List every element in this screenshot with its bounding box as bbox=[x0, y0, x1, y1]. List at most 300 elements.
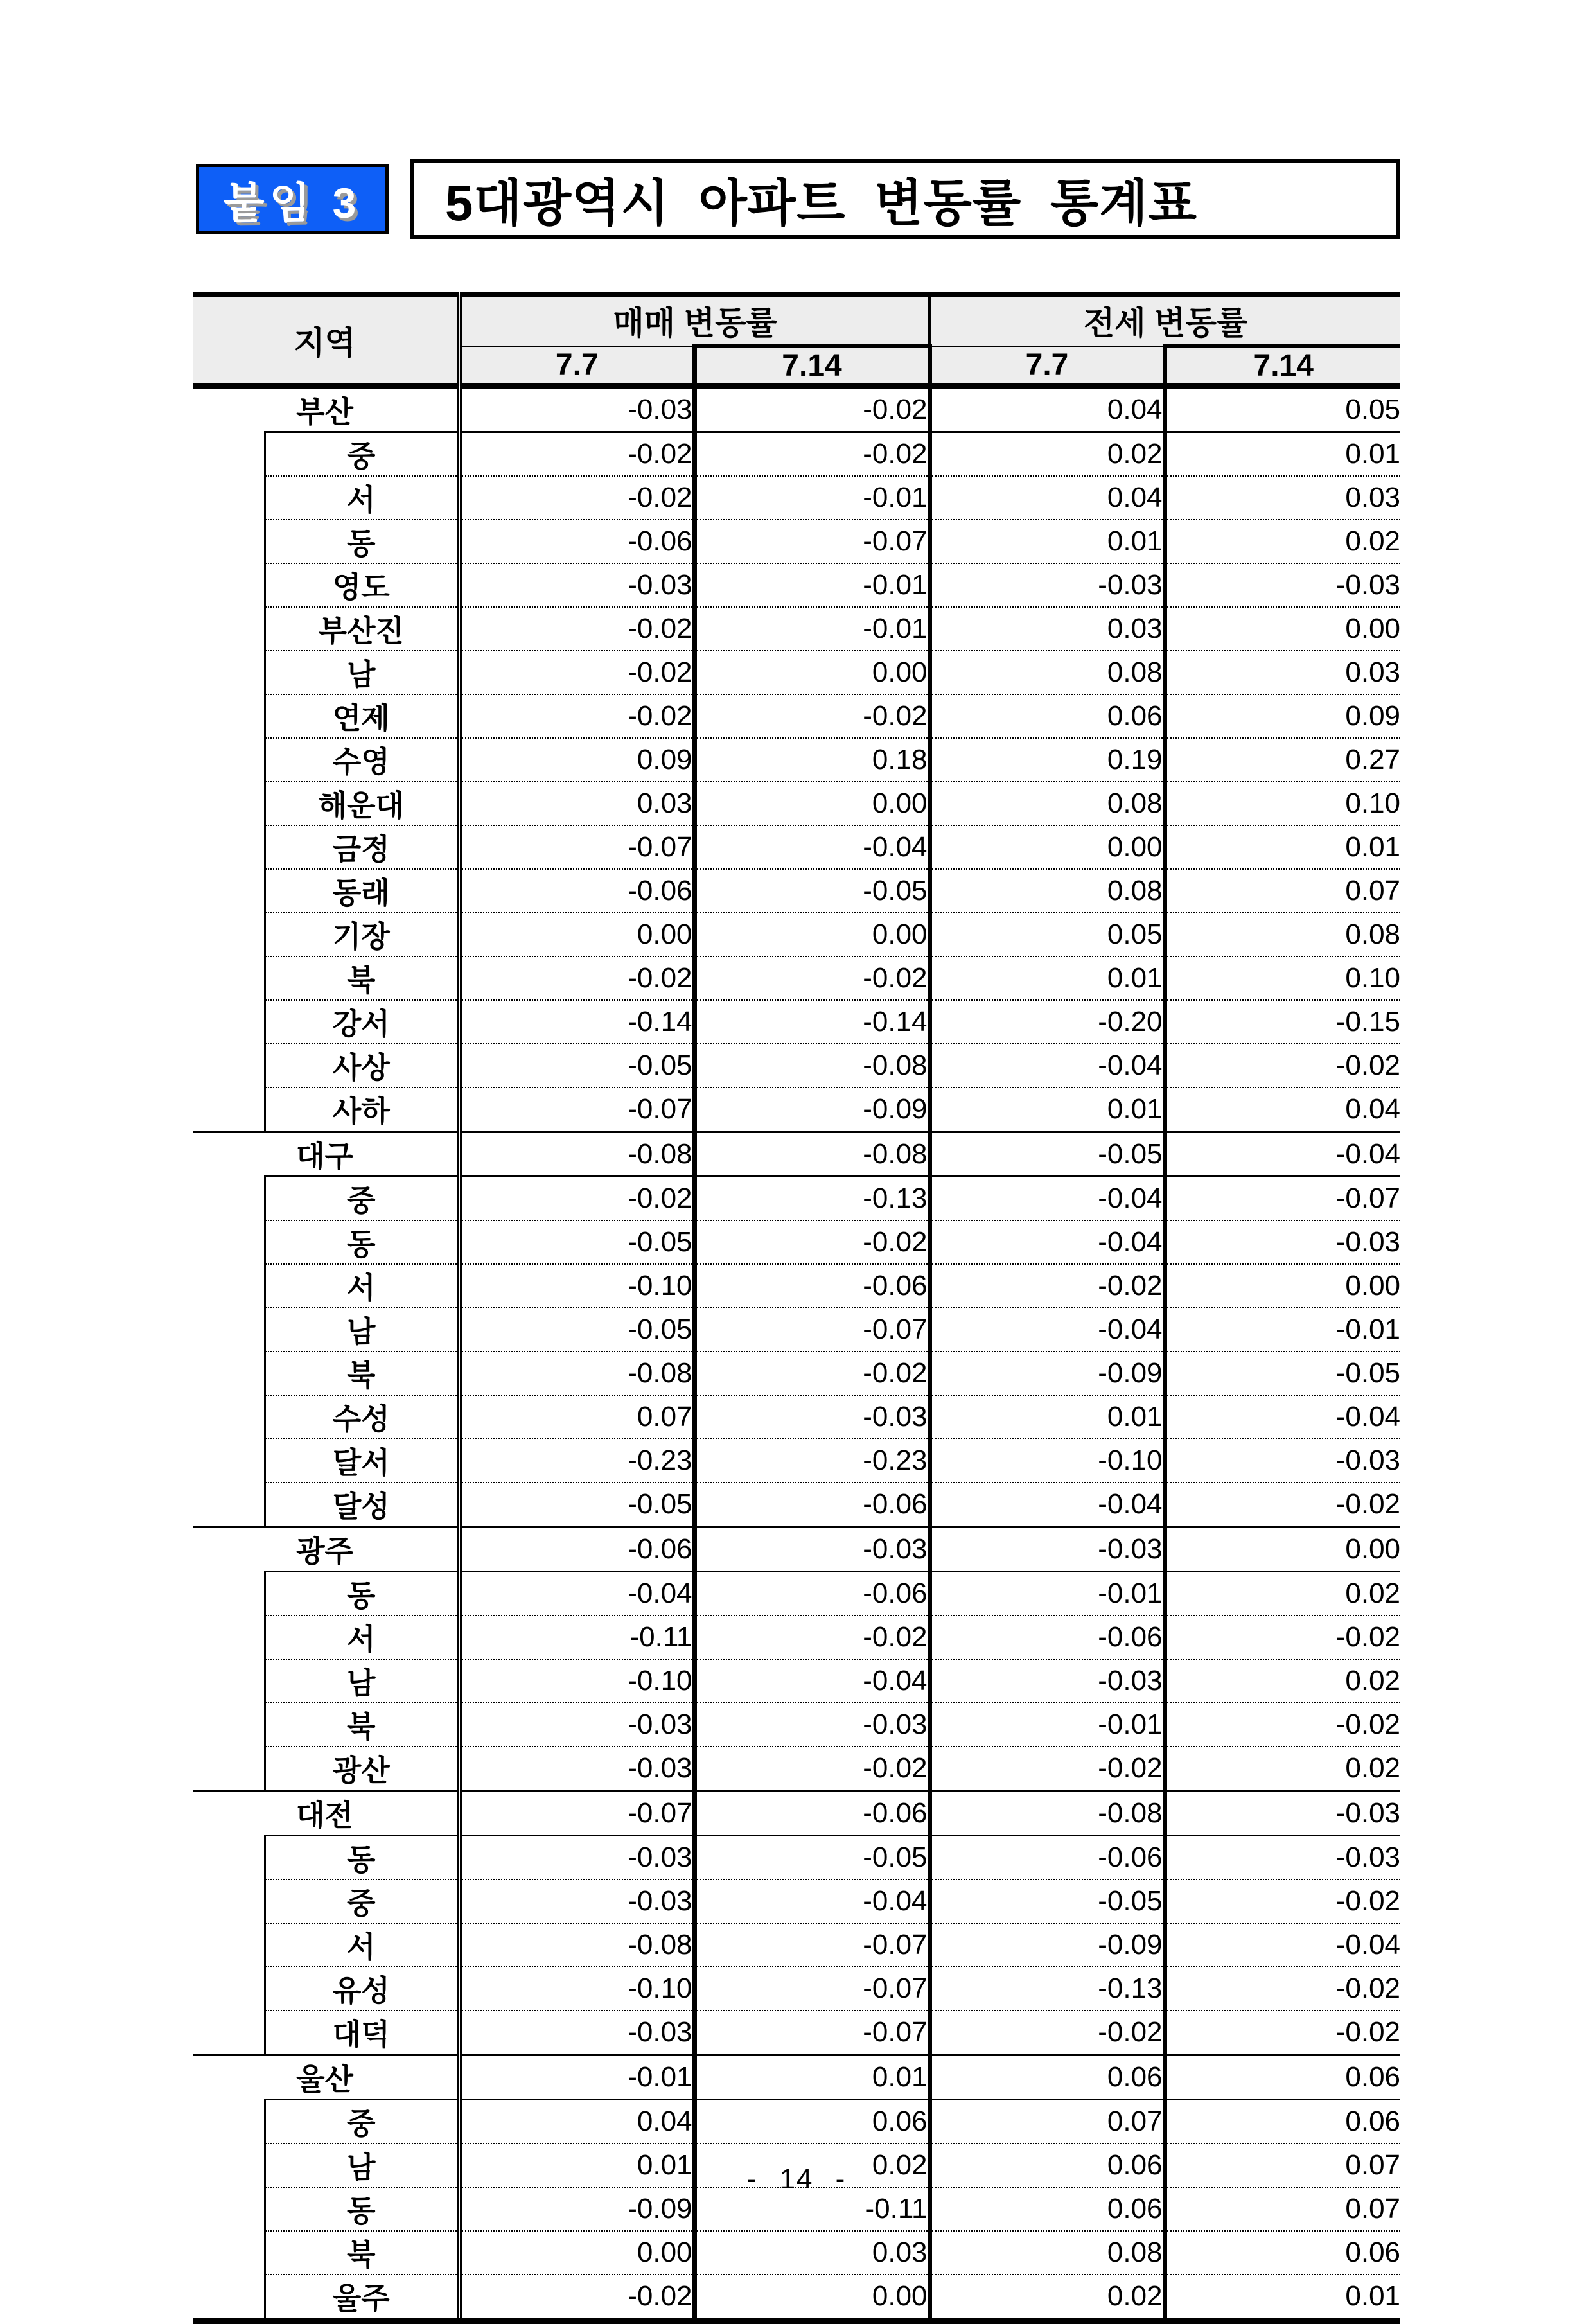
value-cell: 0.06 bbox=[929, 694, 1165, 738]
value-cell: -0.09 bbox=[694, 1087, 929, 1132]
value-cell: -0.04 bbox=[1165, 1395, 1400, 1439]
indent-strip bbox=[193, 782, 265, 825]
value-cell: 0.07 bbox=[459, 1395, 694, 1439]
table-row-district bbox=[193, 2275, 1400, 2321]
table-body bbox=[193, 386, 1400, 2321]
indent-strip bbox=[193, 1703, 265, 1747]
table-row-district bbox=[193, 432, 1400, 477]
value-cell: -0.02 bbox=[929, 1747, 1165, 1791]
table-row-district bbox=[193, 1703, 1400, 1747]
value-cell: 0.00 bbox=[1165, 1264, 1400, 1308]
region-district-cell: 사상 bbox=[265, 1044, 459, 1087]
value-cell: -0.14 bbox=[694, 1000, 929, 1044]
value-cell: -0.07 bbox=[459, 825, 694, 869]
indent-strip bbox=[193, 694, 265, 738]
value-cell: -0.05 bbox=[929, 1132, 1165, 1177]
value-cell: -0.04 bbox=[1165, 1132, 1400, 1177]
table-row-district bbox=[193, 1220, 1400, 1264]
value-cell: -0.09 bbox=[929, 1923, 1165, 1967]
column-header-region: 지역 bbox=[193, 295, 459, 386]
table-row-district bbox=[193, 1615, 1400, 1659]
indent-strip bbox=[193, 2011, 265, 2055]
region-district-cell: 동 bbox=[265, 520, 459, 563]
value-cell: 0.04 bbox=[929, 476, 1165, 520]
value-cell: 0.02 bbox=[1165, 1747, 1400, 1791]
value-cell: 0.01 bbox=[929, 1087, 1165, 1132]
value-cell: -0.02 bbox=[1165, 1044, 1400, 1087]
value-cell: 0.03 bbox=[1165, 651, 1400, 694]
value-cell: 0.05 bbox=[1165, 386, 1400, 432]
value-cell: -0.03 bbox=[1165, 1439, 1400, 1483]
attachment-badge bbox=[196, 164, 389, 234]
region-district-cell: 수성 bbox=[265, 1395, 459, 1439]
value-cell: 0.03 bbox=[1165, 476, 1400, 520]
value-cell: 0.01 bbox=[929, 1395, 1165, 1439]
table-row-district bbox=[193, 1000, 1400, 1044]
table-row-district bbox=[193, 2231, 1400, 2275]
value-cell: -0.02 bbox=[1165, 1483, 1400, 1527]
indent-strip bbox=[193, 1879, 265, 1923]
table-row-district bbox=[193, 913, 1400, 956]
region-district-cell: 북 bbox=[265, 1703, 459, 1747]
value-cell: -0.06 bbox=[459, 1527, 694, 1572]
value-cell: -0.02 bbox=[459, 607, 694, 651]
value-cell: 0.00 bbox=[459, 913, 694, 956]
table-row-district bbox=[193, 1572, 1400, 1616]
value-cell: -0.03 bbox=[459, 386, 694, 432]
value-cell: 0.03 bbox=[694, 2231, 929, 2275]
table-row-district bbox=[193, 651, 1400, 694]
table-header bbox=[193, 295, 1400, 386]
value-cell: -0.02 bbox=[694, 1220, 929, 1264]
value-cell: 0.10 bbox=[1165, 956, 1400, 1000]
indent-strip bbox=[193, 1967, 265, 2011]
region-city-cell: 광주 bbox=[193, 1527, 459, 1572]
value-cell: -0.02 bbox=[1165, 1703, 1400, 1747]
value-cell: -0.20 bbox=[929, 1000, 1165, 1044]
value-cell: -0.08 bbox=[459, 1923, 694, 1967]
value-cell: 0.06 bbox=[694, 2100, 929, 2144]
indent-strip bbox=[193, 1087, 265, 1132]
table-row-city bbox=[193, 1791, 1400, 1836]
value-cell: -0.04 bbox=[694, 1659, 929, 1703]
value-cell: 0.00 bbox=[694, 782, 929, 825]
value-cell: 0.08 bbox=[929, 782, 1165, 825]
indent-strip bbox=[193, 563, 265, 607]
region-city-cell: 울산 bbox=[193, 2055, 459, 2100]
value-cell: 0.01 bbox=[459, 2144, 694, 2187]
value-cell: 0.01 bbox=[694, 2055, 929, 2100]
table-row-district bbox=[193, 1659, 1400, 1703]
value-cell: 0.00 bbox=[1165, 607, 1400, 651]
table-row-district bbox=[193, 520, 1400, 563]
region-district-cell: 강서 bbox=[265, 1000, 459, 1044]
value-cell: -0.14 bbox=[459, 1000, 694, 1044]
value-cell: -0.03 bbox=[929, 563, 1165, 607]
value-cell: 0.01 bbox=[1165, 2275, 1400, 2321]
value-cell: -0.09 bbox=[459, 2187, 694, 2231]
value-cell: -0.02 bbox=[694, 956, 929, 1000]
value-cell: -0.13 bbox=[694, 1177, 929, 1221]
column-group-sale: 매매 변동률 bbox=[459, 295, 929, 346]
value-cell: -0.03 bbox=[1165, 1220, 1400, 1264]
value-cell: -0.03 bbox=[1165, 563, 1400, 607]
indent-strip bbox=[193, 956, 265, 1000]
region-district-cell: 광산 bbox=[265, 1747, 459, 1791]
page-number: - 14 - bbox=[746, 2163, 847, 2195]
value-cell: -0.08 bbox=[694, 1044, 929, 1087]
value-cell: -0.08 bbox=[694, 1132, 929, 1177]
indent-strip bbox=[193, 1836, 265, 1880]
value-cell: 0.08 bbox=[1165, 913, 1400, 956]
region-district-cell: 달성 bbox=[265, 1483, 459, 1527]
value-cell: -0.03 bbox=[459, 1703, 694, 1747]
value-cell: -0.05 bbox=[459, 1044, 694, 1087]
value-cell: -0.06 bbox=[694, 1483, 929, 1527]
value-cell: -0.05 bbox=[459, 1220, 694, 1264]
indent-strip bbox=[193, 1483, 265, 1527]
region-district-cell: 중 bbox=[265, 1879, 459, 1923]
value-cell: -0.01 bbox=[694, 563, 929, 607]
statistics-table bbox=[193, 292, 1400, 2324]
page-title: 5대광역시 아파트 변동률 통계표 bbox=[445, 175, 1197, 231]
value-cell: -0.06 bbox=[694, 1572, 929, 1616]
value-cell: -0.03 bbox=[459, 563, 694, 607]
value-cell: -0.05 bbox=[459, 1483, 694, 1527]
value-cell: -0.07 bbox=[694, 2011, 929, 2055]
region-district-cell: 동 bbox=[265, 1572, 459, 1616]
region-district-cell: 서 bbox=[265, 1615, 459, 1659]
value-cell: 0.01 bbox=[929, 956, 1165, 1000]
value-cell: 0.04 bbox=[929, 386, 1165, 432]
value-cell: -0.07 bbox=[459, 1087, 694, 1132]
value-cell: 0.04 bbox=[459, 2100, 694, 2144]
value-cell: -0.03 bbox=[694, 1703, 929, 1747]
table-row-district bbox=[193, 825, 1400, 869]
region-district-cell: 남 bbox=[265, 651, 459, 694]
value-cell: -0.09 bbox=[929, 1351, 1165, 1395]
value-cell: -0.06 bbox=[929, 1836, 1165, 1880]
value-cell: 0.00 bbox=[459, 2231, 694, 2275]
value-cell: -0.02 bbox=[459, 2275, 694, 2321]
indent-strip bbox=[193, 825, 265, 869]
value-cell: -0.07 bbox=[459, 1791, 694, 1836]
indent-strip bbox=[193, 1264, 265, 1308]
value-cell: 0.08 bbox=[929, 651, 1165, 694]
region-district-cell: 달서 bbox=[265, 1439, 459, 1483]
value-cell: 0.02 bbox=[929, 432, 1165, 477]
value-cell: 0.01 bbox=[1165, 432, 1400, 477]
table-row-city bbox=[193, 2055, 1400, 2100]
table-row-district bbox=[193, 1836, 1400, 1880]
value-cell: -0.07 bbox=[1165, 1177, 1400, 1221]
table-row-district bbox=[193, 1264, 1400, 1308]
table-row-district bbox=[193, 1879, 1400, 1923]
value-cell: 0.08 bbox=[929, 869, 1165, 913]
indent-strip bbox=[193, 476, 265, 520]
indent-strip bbox=[193, 1177, 265, 1221]
value-cell: 0.01 bbox=[1165, 825, 1400, 869]
table-row-district bbox=[193, 476, 1400, 520]
indent-strip bbox=[193, 1615, 265, 1659]
value-cell: 0.00 bbox=[1165, 1527, 1400, 1572]
value-cell: 0.05 bbox=[929, 913, 1165, 956]
value-cell: -0.04 bbox=[929, 1220, 1165, 1264]
column-header-jeonse-7-14: 7.14 bbox=[1165, 346, 1400, 387]
value-cell: 0.09 bbox=[459, 738, 694, 782]
value-cell: -0.05 bbox=[929, 1879, 1165, 1923]
table-row-district bbox=[193, 2011, 1400, 2055]
table-row-city bbox=[193, 1132, 1400, 1177]
value-cell: -0.07 bbox=[694, 1967, 929, 2011]
table-row-district bbox=[193, 694, 1400, 738]
indent-strip bbox=[193, 1044, 265, 1087]
value-cell: -0.11 bbox=[694, 2187, 929, 2231]
value-cell: 0.04 bbox=[1165, 1087, 1400, 1132]
value-cell: -0.07 bbox=[694, 1923, 929, 1967]
region-district-cell: 금정 bbox=[265, 825, 459, 869]
value-cell: 0.07 bbox=[1165, 2144, 1400, 2187]
value-cell: -0.07 bbox=[694, 520, 929, 563]
value-cell: 0.03 bbox=[929, 607, 1165, 651]
value-cell: -0.02 bbox=[694, 694, 929, 738]
value-cell: -0.04 bbox=[929, 1177, 1165, 1221]
table-row-district bbox=[193, 1967, 1400, 2011]
value-cell: -0.03 bbox=[459, 1836, 694, 1880]
region-district-cell: 수영 bbox=[265, 738, 459, 782]
value-cell: -0.05 bbox=[694, 1836, 929, 1880]
indent-strip bbox=[193, 432, 265, 477]
table-row-district bbox=[193, 1439, 1400, 1483]
table-row-district bbox=[193, 869, 1400, 913]
value-cell: -0.10 bbox=[459, 1659, 694, 1703]
region-district-cell: 남 bbox=[265, 1659, 459, 1703]
value-cell: 0.06 bbox=[1165, 2100, 1400, 2144]
value-cell: -0.04 bbox=[929, 1044, 1165, 1087]
value-cell: -0.23 bbox=[459, 1439, 694, 1483]
table-row-district bbox=[193, 782, 1400, 825]
region-district-cell: 연제 bbox=[265, 694, 459, 738]
region-district-cell: 부산진 bbox=[265, 607, 459, 651]
value-cell: -0.15 bbox=[1165, 1000, 1400, 1044]
value-cell: 0.18 bbox=[694, 738, 929, 782]
value-cell: 0.07 bbox=[929, 2100, 1165, 2144]
value-cell: 0.09 bbox=[1165, 694, 1400, 738]
value-cell: -0.04 bbox=[1165, 1923, 1400, 1967]
table-row-district bbox=[193, 738, 1400, 782]
indent-strip bbox=[193, 1000, 265, 1044]
region-district-cell: 북 bbox=[265, 956, 459, 1000]
indent-strip bbox=[193, 2231, 265, 2275]
value-cell: 0.06 bbox=[1165, 2231, 1400, 2275]
value-cell: -0.03 bbox=[459, 1747, 694, 1791]
region-district-cell: 동 bbox=[265, 1220, 459, 1264]
region-district-cell: 대덕 bbox=[265, 2011, 459, 2055]
value-cell: -0.11 bbox=[459, 1615, 694, 1659]
value-cell: -0.04 bbox=[694, 1879, 929, 1923]
region-district-cell: 동 bbox=[265, 2187, 459, 2231]
indent-strip bbox=[193, 1395, 265, 1439]
region-district-cell: 사하 bbox=[265, 1087, 459, 1132]
value-cell: -0.03 bbox=[694, 1527, 929, 1572]
table-row-city bbox=[193, 386, 1400, 432]
value-cell: -0.02 bbox=[1165, 1967, 1400, 2011]
attachment-badge-label: 붙임 3 bbox=[223, 179, 362, 227]
value-cell: -0.04 bbox=[929, 1308, 1165, 1351]
indent-strip bbox=[193, 738, 265, 782]
region-district-cell: 유성 bbox=[265, 1967, 459, 2011]
value-cell: 0.06 bbox=[929, 2144, 1165, 2187]
value-cell: -0.02 bbox=[459, 651, 694, 694]
value-cell: -0.08 bbox=[459, 1351, 694, 1395]
value-cell: -0.04 bbox=[694, 825, 929, 869]
value-cell: -0.02 bbox=[694, 1747, 929, 1791]
region-city-cell: 대구 bbox=[193, 1132, 459, 1177]
value-cell: -0.01 bbox=[929, 1703, 1165, 1747]
title-box bbox=[410, 159, 1400, 239]
value-cell: 0.00 bbox=[929, 825, 1165, 869]
value-cell: -0.07 bbox=[694, 1308, 929, 1351]
table-row-district bbox=[193, 607, 1400, 651]
region-district-cell: 중 bbox=[265, 1177, 459, 1221]
value-cell: 0.03 bbox=[459, 782, 694, 825]
value-cell: -0.02 bbox=[1165, 1879, 1400, 1923]
value-cell: -0.06 bbox=[694, 1264, 929, 1308]
value-cell: -0.08 bbox=[459, 1132, 694, 1177]
value-cell: -0.10 bbox=[929, 1439, 1165, 1483]
table-row-city bbox=[193, 1527, 1400, 1572]
region-district-cell: 북 bbox=[265, 1351, 459, 1395]
value-cell: -0.01 bbox=[1165, 1308, 1400, 1351]
indent-strip bbox=[193, 520, 265, 563]
table-row-district bbox=[193, 1923, 1400, 1967]
indent-strip bbox=[193, 1747, 265, 1791]
indent-strip bbox=[193, 1923, 265, 1967]
value-cell: -0.03 bbox=[1165, 1836, 1400, 1880]
column-header-sale-7-14: 7.14 bbox=[694, 346, 929, 387]
value-cell: -0.10 bbox=[459, 1264, 694, 1308]
value-cell: -0.13 bbox=[929, 1967, 1165, 2011]
value-cell: -0.02 bbox=[1165, 1615, 1400, 1659]
column-group-jeonse: 전세 변동률 bbox=[929, 295, 1400, 346]
page-footer bbox=[0, 2163, 1593, 2196]
value-cell: -0.03 bbox=[1165, 1791, 1400, 1836]
indent-strip bbox=[193, 651, 265, 694]
region-district-cell: 남 bbox=[265, 1308, 459, 1351]
page-header bbox=[196, 159, 1400, 239]
value-cell: -0.06 bbox=[929, 1615, 1165, 1659]
indent-strip bbox=[193, 1220, 265, 1264]
value-cell: -0.23 bbox=[694, 1439, 929, 1483]
value-cell: -0.02 bbox=[459, 1177, 694, 1221]
value-cell: 0.02 bbox=[694, 2144, 929, 2187]
value-cell: -0.02 bbox=[459, 432, 694, 477]
region-district-cell: 서 bbox=[265, 1923, 459, 1967]
value-cell: 0.06 bbox=[929, 2187, 1165, 2231]
value-cell: 0.02 bbox=[1165, 1659, 1400, 1703]
value-cell: 0.01 bbox=[929, 520, 1165, 563]
indent-strip bbox=[193, 1308, 265, 1351]
value-cell: 0.08 bbox=[929, 2231, 1165, 2275]
table-header-row-groups bbox=[193, 295, 1400, 346]
table-row-district bbox=[193, 1483, 1400, 1527]
table-row-district bbox=[193, 1177, 1400, 1221]
indent-strip bbox=[193, 2275, 265, 2321]
value-cell: 0.06 bbox=[929, 2055, 1165, 2100]
value-cell: -0.01 bbox=[459, 2055, 694, 2100]
value-cell: 0.07 bbox=[1165, 2187, 1400, 2231]
table-row-district bbox=[193, 1747, 1400, 1791]
value-cell: -0.08 bbox=[929, 1791, 1165, 1836]
value-cell: -0.02 bbox=[1165, 2011, 1400, 2055]
region-city-cell: 대전 bbox=[193, 1791, 459, 1836]
value-cell: -0.02 bbox=[459, 476, 694, 520]
value-cell: -0.02 bbox=[694, 386, 929, 432]
value-cell: -0.10 bbox=[459, 1967, 694, 2011]
value-cell: -0.06 bbox=[459, 520, 694, 563]
value-cell: 0.00 bbox=[694, 2275, 929, 2321]
value-cell: -0.02 bbox=[929, 1264, 1165, 1308]
value-cell: -0.02 bbox=[459, 694, 694, 738]
indent-strip bbox=[193, 1659, 265, 1703]
region-district-cell: 해운대 bbox=[265, 782, 459, 825]
region-district-cell: 기장 bbox=[265, 913, 459, 956]
table-row-district bbox=[193, 956, 1400, 1000]
table-row-district bbox=[193, 1044, 1400, 1087]
value-cell: -0.02 bbox=[459, 956, 694, 1000]
region-district-cell: 서 bbox=[265, 476, 459, 520]
value-cell: -0.03 bbox=[929, 1659, 1165, 1703]
value-cell: 0.10 bbox=[1165, 782, 1400, 825]
indent-strip bbox=[193, 607, 265, 651]
value-cell: -0.03 bbox=[459, 1879, 694, 1923]
value-cell: -0.03 bbox=[929, 1527, 1165, 1572]
region-district-cell: 동래 bbox=[265, 869, 459, 913]
column-header-sale-7-7: 7.7 bbox=[459, 346, 694, 387]
value-cell: -0.05 bbox=[694, 869, 929, 913]
indent-strip bbox=[193, 1439, 265, 1483]
table-row-district bbox=[193, 563, 1400, 607]
region-district-cell: 영도 bbox=[265, 563, 459, 607]
value-cell: -0.01 bbox=[694, 607, 929, 651]
value-cell: 0.27 bbox=[1165, 738, 1400, 782]
column-header-jeonse-7-7: 7.7 bbox=[929, 346, 1165, 387]
value-cell: -0.01 bbox=[694, 476, 929, 520]
table-row-district bbox=[193, 1395, 1400, 1439]
indent-strip bbox=[193, 1572, 265, 1616]
region-district-cell: 남 bbox=[265, 2144, 459, 2187]
region-district-cell: 울주 bbox=[265, 2275, 459, 2321]
region-district-cell: 중 bbox=[265, 2100, 459, 2144]
value-cell: -0.06 bbox=[459, 869, 694, 913]
region-district-cell: 북 bbox=[265, 2231, 459, 2275]
value-cell: 0.06 bbox=[1165, 2055, 1400, 2100]
indent-strip bbox=[193, 869, 265, 913]
value-cell: -0.02 bbox=[694, 432, 929, 477]
value-cell: 0.02 bbox=[1165, 520, 1400, 563]
value-cell: -0.03 bbox=[694, 1395, 929, 1439]
value-cell: 0.19 bbox=[929, 738, 1165, 782]
region-district-cell: 중 bbox=[265, 432, 459, 477]
value-cell: -0.01 bbox=[929, 1572, 1165, 1616]
value-cell: -0.02 bbox=[694, 1351, 929, 1395]
indent-strip bbox=[193, 1351, 265, 1395]
table-row-district bbox=[193, 1351, 1400, 1395]
table-row-district bbox=[193, 1087, 1400, 1132]
indent-strip bbox=[193, 913, 265, 956]
value-cell: -0.04 bbox=[459, 1572, 694, 1616]
value-cell: 0.00 bbox=[694, 913, 929, 956]
